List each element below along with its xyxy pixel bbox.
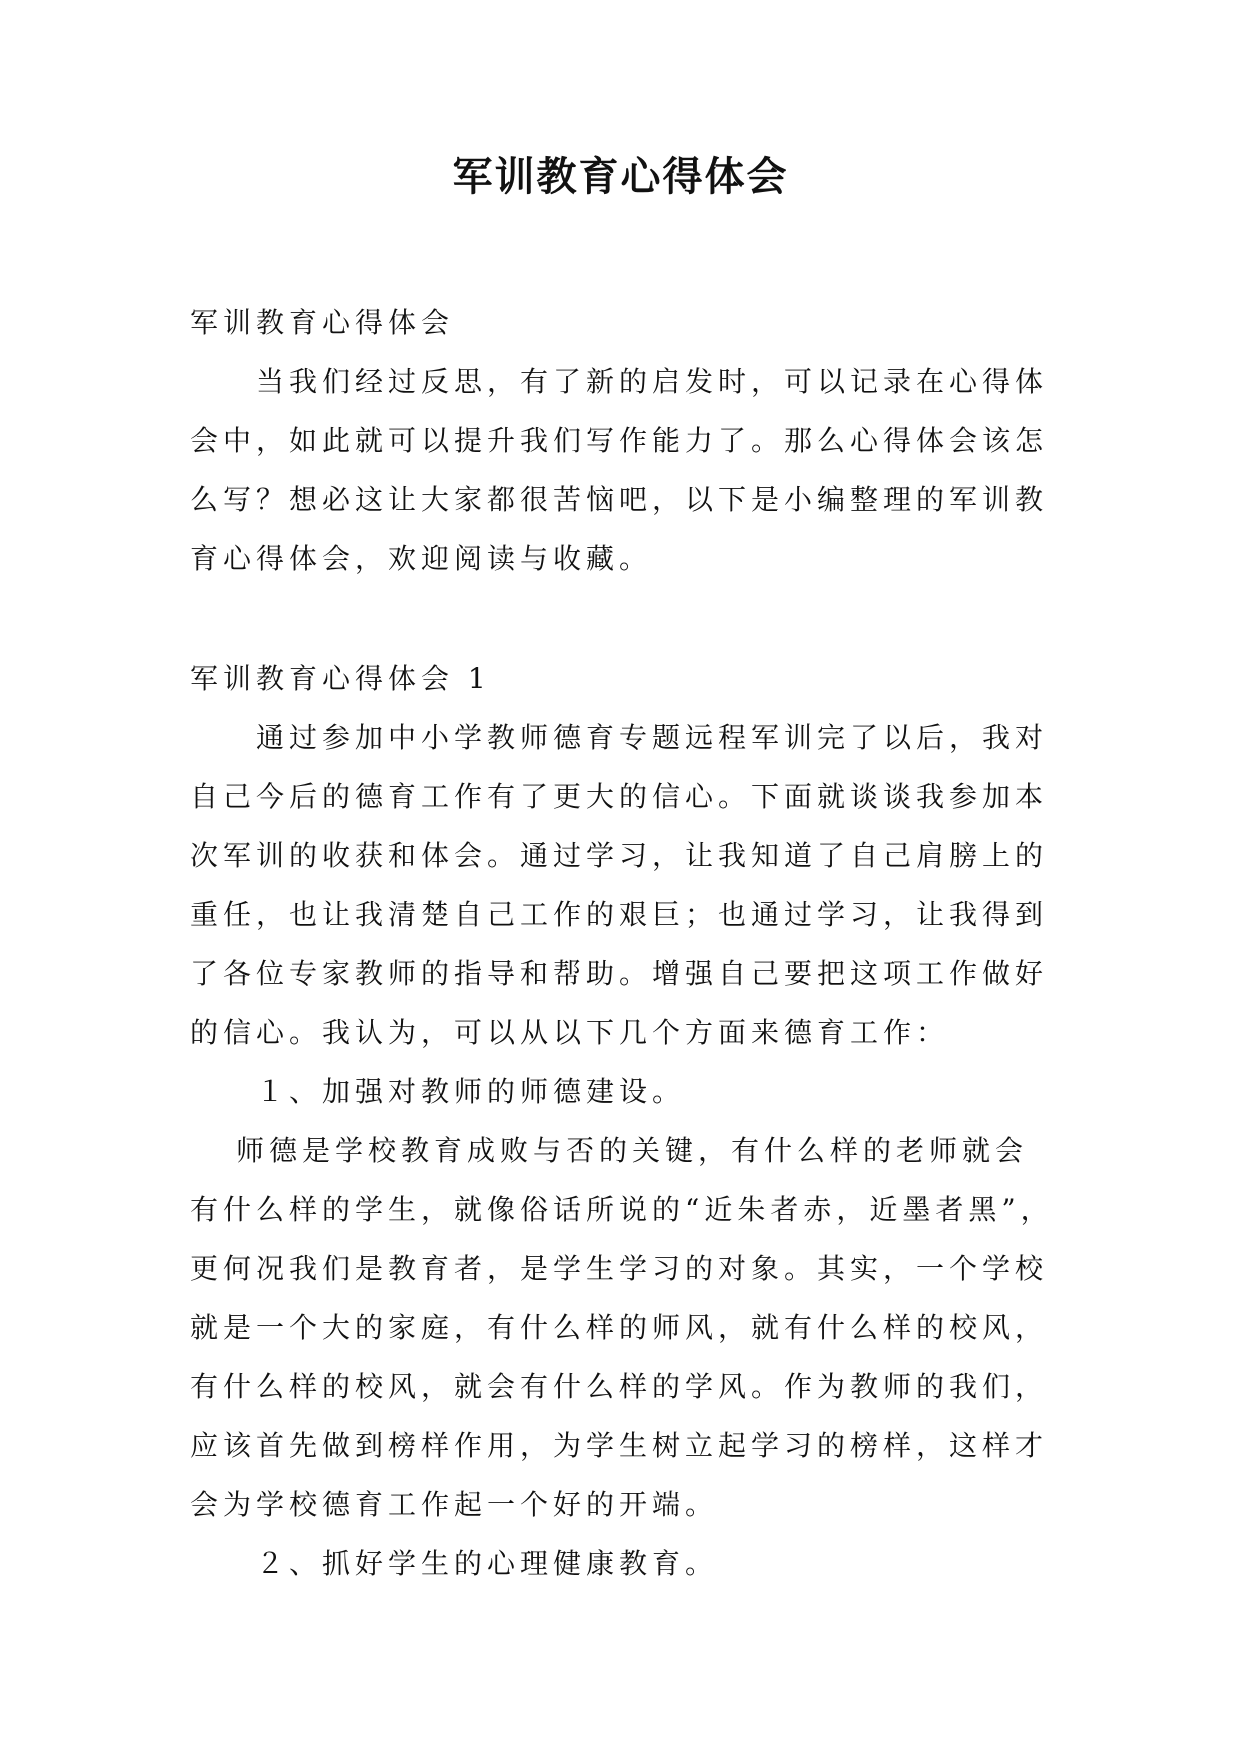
section-line: 自己今后的德育工作有了更大的信心。下面就谈谈我参加本 xyxy=(190,780,1049,813)
section-line: 次军训的收获和体会。通过学习，让我知道了自己肩膀上的 xyxy=(190,839,1049,872)
section-line: 了各位专家教师的指导和帮助。增强自己要把这项工作做好 xyxy=(190,957,1049,990)
section-line: 应该首先做到榜样作用，为学生树立起学习的榜样，这样才 xyxy=(190,1429,1049,1462)
intro-line: 育心得体会，欢迎阅读与收藏。 xyxy=(190,542,653,575)
paragraph-gap xyxy=(190,588,1070,649)
section-line: 的信心。我认为，可以从以下几个方面来德育工作： xyxy=(190,1016,950,1049)
section-line: 通过参加中小学教师德育专题远程军训完了以后，我对 xyxy=(256,721,1049,754)
subtitle: 军训教育心得体会 xyxy=(190,306,455,339)
section-line: 有什么样的校风，就会有什么样的学风。作为教师的我们， xyxy=(190,1370,1049,1403)
intro-line: 会中，如此就可以提升我们写作能力了。那么心得体会该怎 xyxy=(190,424,1049,457)
section-line: 更何况我们是教育者，是学生学习的对象。其实，一个学校 xyxy=(190,1252,1049,1285)
numbered-point: ２、抓好学生的心理健康教育。 xyxy=(256,1547,719,1580)
section-line: 会为学校德育工作起一个好的开端。 xyxy=(190,1488,719,1521)
intro-line: 么写？想必这让大家都很苦恼吧，以下是小编整理的军训教 xyxy=(190,483,1049,516)
section-line: 有什么样的学生，就像俗话所说的“近朱者赤，近墨者黑”， xyxy=(190,1193,1054,1226)
document-body xyxy=(190,293,1070,1593)
section-line: 重任，也让我清楚自己工作的艰巨；也通过学习，让我得到 xyxy=(190,898,1049,931)
document-title: 军训教育心得体会 xyxy=(452,154,789,200)
section-heading: 军训教育心得体会 1 xyxy=(190,662,491,695)
numbered-point: １、加强对教师的师德建设。 xyxy=(256,1075,686,1108)
section-line: 师德是学校教育成败与否的关键，有什么样的老师就会 xyxy=(236,1134,1029,1167)
section-line: 就是一个大的家庭，有什么样的师风，就有什么样的校风， xyxy=(190,1311,1049,1344)
intro-line: 当我们经过反思，有了新的启发时，可以记录在心得体 xyxy=(256,365,1049,398)
